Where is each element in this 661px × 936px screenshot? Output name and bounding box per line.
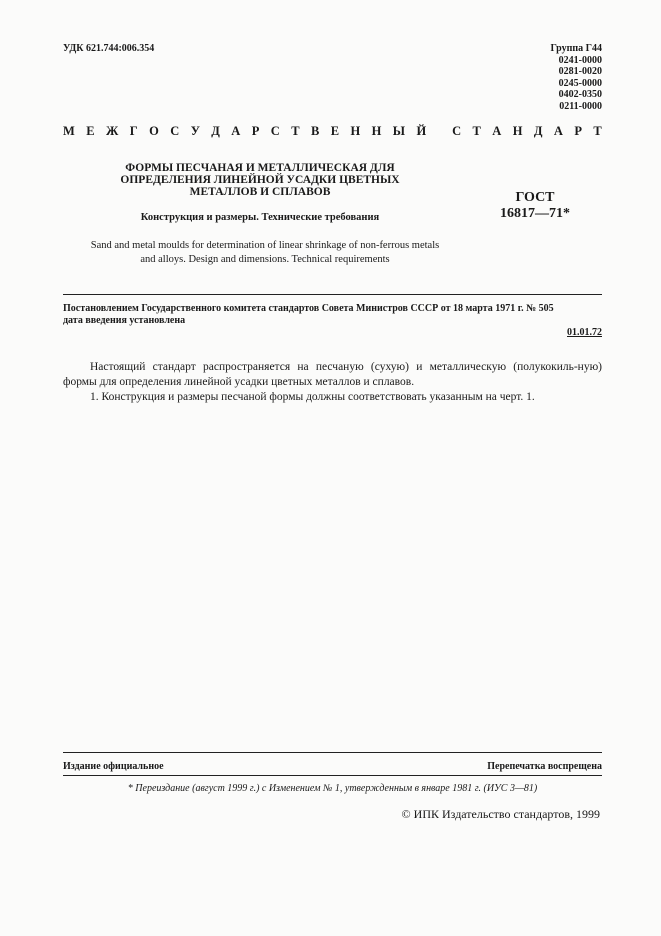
heading-letter: Д	[533, 124, 543, 138]
document-subtitle-ru: Конструкция и размеры. Технические требования	[140, 212, 380, 223]
heading-letter: А	[553, 124, 563, 138]
okp-code: 0241-0000	[558, 54, 602, 66]
title-en-line: Sand and metal moulds for determination of linear shrinkage of non-ferrous metals	[90, 240, 440, 251]
document-title-ru	[90, 162, 430, 198]
decree-line: Постановлением Государственного комитета стандартов Совета Министров СССР от 18 марта 1971 г. № 505	[63, 303, 554, 314]
heading-letter: Ж	[105, 124, 119, 138]
okp-code: 0402-0350	[558, 89, 602, 100]
heading-letter: О	[149, 124, 159, 138]
heading-letter: С	[170, 124, 180, 138]
document-title-en	[70, 239, 460, 267]
group-code: Группа Г44	[550, 43, 602, 54]
heading-letter: Р	[574, 124, 582, 138]
heading-letter: С	[270, 124, 280, 138]
heading-letter: Т	[472, 124, 481, 138]
effective-date: 01.01.72	[567, 327, 602, 338]
heading-letter: В	[310, 124, 320, 138]
heading-letter: Т	[593, 124, 602, 138]
title-line: ОПРЕДЕЛЕНИЯ ЛИНЕЙНОЙ УСАДКИ ЦВЕТНЫХ	[120, 174, 400, 186]
heading-letter: С	[452, 124, 462, 138]
heading-letter: Г	[129, 124, 138, 138]
heading-letter: М	[63, 124, 75, 138]
decree-line: дата введения установлена	[63, 315, 186, 326]
reprint-forbidden-label: Перепечатка воспрещена	[487, 761, 602, 772]
heading-letter: А	[231, 124, 241, 138]
udk-code: УДК 621.744:006.354	[63, 43, 155, 54]
decree-text	[63, 303, 602, 327]
body-paragraph: 1. Конструкция и размеры песчаной формы должны соответствовать указанным на черт. 1.	[90, 391, 535, 403]
heading-letter: Н	[350, 124, 361, 138]
word-gap	[438, 124, 441, 139]
copyright-notice: © ИПК Издательство стандартов, 1999	[401, 807, 600, 821]
document-body	[63, 360, 602, 405]
heading-letter: У	[190, 124, 200, 138]
divider	[63, 752, 602, 753]
official-edition-label: Издание официальное	[63, 761, 164, 772]
designation-number: 16817—71*	[500, 206, 570, 221]
heading-letter: Д	[211, 124, 220, 138]
classification-codes	[482, 43, 602, 112]
okp-code: 0211-0000	[559, 100, 602, 112]
designation-label: ГОСТ	[515, 190, 555, 205]
heading-letter: Н	[512, 124, 523, 138]
heading-letter: Н	[371, 124, 382, 138]
heading-letter: Ы	[392, 124, 406, 138]
heading-letter: А	[492, 124, 502, 138]
interstate-standard-heading	[63, 124, 602, 139]
heading-letter: Е	[330, 124, 340, 138]
heading-letter: Й	[416, 124, 427, 138]
body-paragraph: Настоящий стандарт распространяется на песчаную (сухую) и металлическую (полукокиль-ную) формы для определения линейной усадки цветных металлов и сплавов.	[63, 361, 602, 388]
okp-code: 0245-0000	[558, 77, 602, 89]
title-en-line: and alloys. Design and dimensions. Technical requirements	[140, 254, 390, 265]
heading-letter: Т	[291, 124, 300, 138]
reissue-note: * Переиздание (август 1999 г.) с Изменением № 1, утвержденным в январе 1981 г. (ИУС 3—81)	[127, 783, 538, 794]
title-line: МЕТАЛЛОВ И СПЛАВОВ	[189, 186, 331, 198]
okp-code: 0281-0020	[558, 66, 602, 77]
heading-letter: Р	[251, 124, 260, 138]
heading-letter: Е	[86, 124, 95, 138]
title-line: ФОРМЫ ПЕСЧАНАЯ И МЕТАЛЛИЧЕСКАЯ ДЛЯ	[125, 162, 395, 174]
standard-designation	[480, 190, 590, 222]
divider	[63, 775, 602, 776]
divider	[63, 294, 602, 295]
